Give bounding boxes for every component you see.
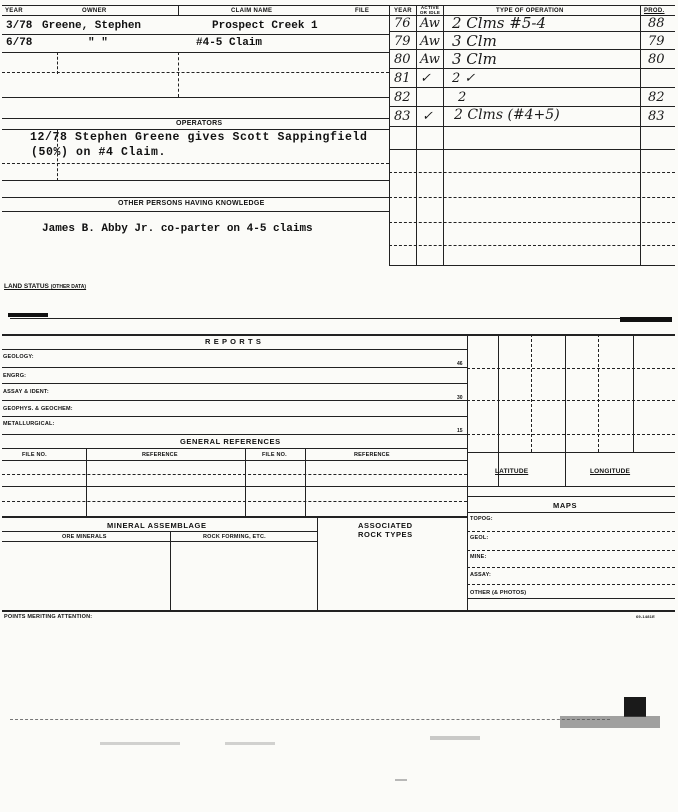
ops-row-4-operation: 2 ✓ xyxy=(452,71,476,86)
rock-forming-header: ROCK FORMING, ETC. xyxy=(203,534,266,540)
report-metallurgical: METALLURGICAL: xyxy=(3,421,55,427)
ops-row-3-year: 80 xyxy=(394,52,411,67)
claim-row-2-year: 6/78 xyxy=(6,37,33,49)
scan-smudge xyxy=(560,716,660,728)
maps-title: MAPS xyxy=(553,501,578,510)
ops-row-1-status: Aw xyxy=(420,16,440,31)
ref-header-reference-1: REFERENCE xyxy=(142,452,178,458)
claim-name-header: CLAIM NAME xyxy=(231,8,273,14)
owner-header: OWNER xyxy=(82,8,107,14)
other-persons-title: OTHER PERSONS HAVING KNOWLEDGE xyxy=(118,200,265,207)
ops-row-1-year: 76 xyxy=(394,16,411,31)
report-metallurgical-num: 15 xyxy=(457,428,463,434)
ops-row-1-prod: 88 xyxy=(648,16,665,31)
ops-row-3-prod: 80 xyxy=(648,52,665,67)
ops-row-2-operation: 3 Clm xyxy=(452,32,497,50)
operators-line-2: (50%) on #4 Claim. xyxy=(31,146,167,159)
ops-prod-header: PROD. xyxy=(644,8,665,14)
claim-row-2-owner: " " xyxy=(88,37,108,49)
operators-title: OPERATORS xyxy=(176,120,223,127)
report-assay: ASSAY & IDENT: xyxy=(3,389,49,395)
report-engrg: ENGRG: xyxy=(3,373,27,379)
ref-header-file-1: FILE NO. xyxy=(22,452,47,458)
ops-row-6-status: ✓ xyxy=(422,109,433,124)
ore-minerals-header: ORE MINERALS xyxy=(62,534,107,540)
ops-row-4-status: ✓ xyxy=(420,71,431,86)
ops-year-header: YEAR xyxy=(394,8,412,14)
map-mine: MINE: xyxy=(470,554,487,560)
map-geol: GEOL: xyxy=(470,535,489,541)
ref-header-reference-2: REFERENCE xyxy=(354,452,390,458)
operators-line-1: 12/78 Stephen Greene gives Scott Sappingfield xyxy=(30,131,368,144)
mineral-assemblage-title: MINERAL ASSEMBLAGE xyxy=(107,521,207,530)
associated-rock-line-2: ROCK TYPES xyxy=(358,530,413,539)
form-number: 69-1481E xyxy=(636,614,655,619)
longitude-label: LONGITUDE xyxy=(590,468,631,475)
ops-row-1-operation: 2 Clms #5-4 xyxy=(452,14,546,32)
ops-row-5-year: 82 xyxy=(394,90,411,105)
map-topog: TOPOG: xyxy=(470,516,493,522)
claim-row-1-year: 3/78 xyxy=(6,20,33,32)
ops-row-2-prod: 79 xyxy=(648,34,665,49)
ops-row-5-operation: 2 xyxy=(458,90,467,105)
land-status-sub: (OTHER DATA) xyxy=(50,284,87,290)
ops-row-6-prod: 83 xyxy=(648,109,665,124)
ops-row-6-operation: 2 Clms (#4+5) xyxy=(454,107,560,123)
ops-type-header: TYPE OF OPERATION xyxy=(496,8,564,14)
ops-row-3-status: Aw xyxy=(420,52,440,67)
points-meriting-attention: POINTS MERITING ATTENTION: xyxy=(4,614,93,620)
claim-row-1-name: Prospect Creek 1 xyxy=(212,20,318,32)
ops-row-6-year: 83 xyxy=(394,109,411,124)
associated-rock-line-1: ASSOCIATED xyxy=(358,521,413,530)
report-geophys: GEOPHYS. & GEOCHEM: xyxy=(3,406,73,412)
map-other: OTHER (& PHOTOS) xyxy=(470,590,527,596)
claim-row-2-name: #4-5 Claim xyxy=(196,37,263,49)
scan-block xyxy=(624,697,646,717)
land-status-label xyxy=(4,283,86,290)
ref-header-file-2: FILE NO. xyxy=(262,452,287,458)
claims-year-header: YEAR xyxy=(5,8,23,14)
report-geology: GEOLOGY: xyxy=(3,354,34,360)
latitude-label: LATITUDE xyxy=(495,468,529,475)
land-status-title: LAND STATUS xyxy=(4,283,49,290)
map-assay: ASSAY: xyxy=(470,572,492,578)
reports-title: R E P O R T S xyxy=(205,337,262,346)
claim-row-1-owner: Greene, Stephen xyxy=(42,20,142,32)
ops-row-2-year: 79 xyxy=(394,34,411,49)
ops-row-5-prod: 82 xyxy=(648,90,665,105)
ops-row-4-year: 81 xyxy=(394,71,411,86)
report-assay-num: 30 xyxy=(457,395,463,401)
general-references-title: GENERAL REFERENCES xyxy=(180,437,281,446)
ops-status-header: ACTIVE OR IDLE xyxy=(419,5,441,15)
ops-row-3-operation: 3 Clm xyxy=(452,50,497,68)
other-persons-text: James B. Abby Jr. co-parter on 4-5 claims xyxy=(42,223,313,235)
file-header: FILE xyxy=(355,8,370,14)
report-geology-num: 46 xyxy=(457,361,463,367)
ops-row-2-status: Aw xyxy=(420,34,440,49)
